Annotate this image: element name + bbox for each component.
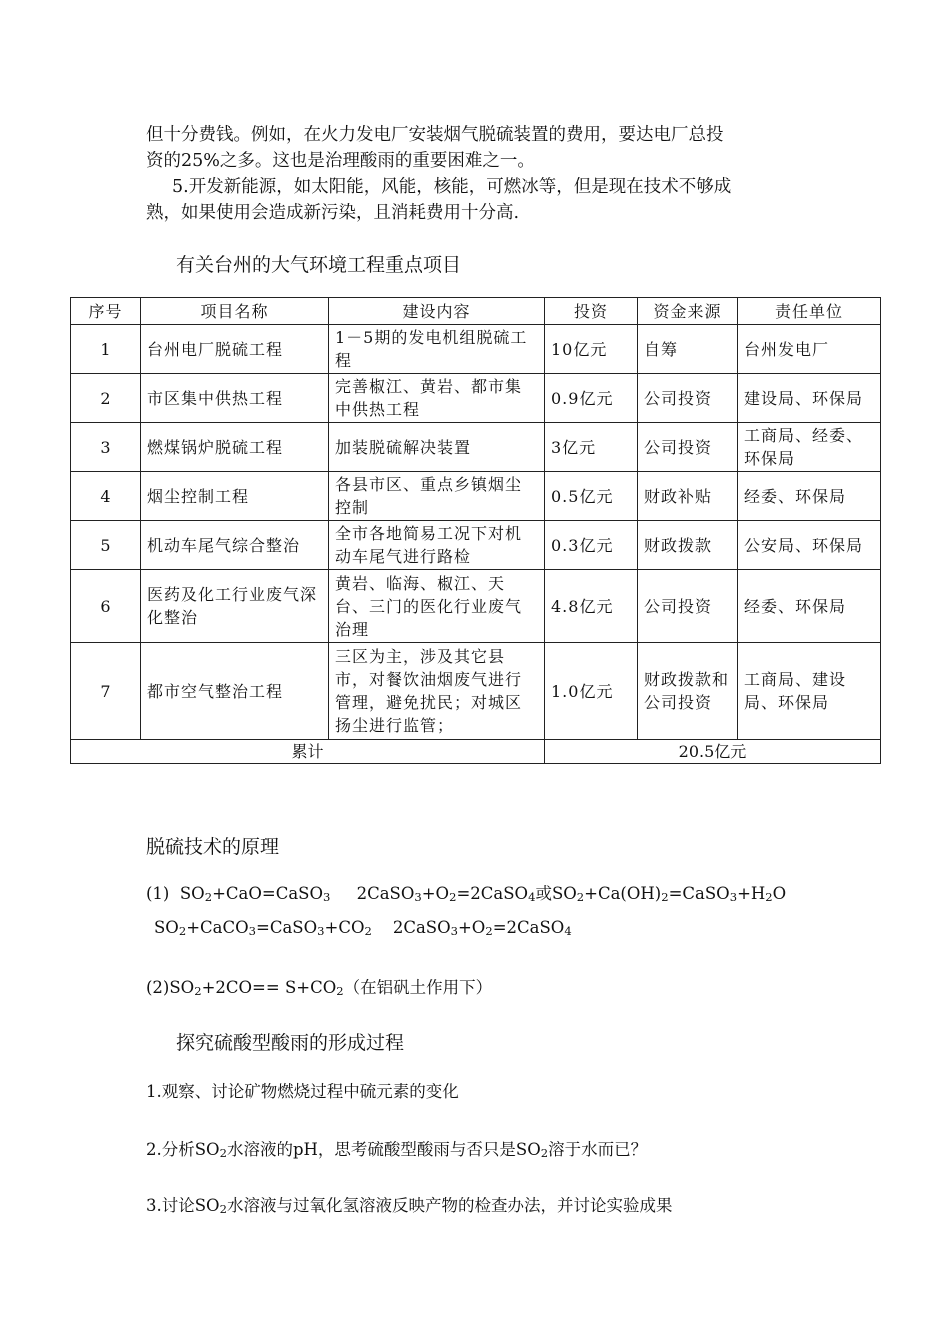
cell-investment: 0.3亿元 [545,521,638,570]
table-row [71,643,881,740]
equation-line-3: $(2)SO_2+2CO== S+CO_2$（在铝矾土作用下） [146,978,493,998]
header-cell: 投资 [545,298,638,325]
cell-funding: 公司投资 [638,374,738,423]
cell-investment: 1.0亿元 [545,643,638,740]
cell-index: 7 [71,643,141,740]
cell-index: 1 [71,325,141,374]
cell-content: 全市各地简易工况下对机动车尾气进行路检 [329,521,545,570]
cell-content: 各县市区、重点乡镇烟尘控制 [329,472,545,521]
cell-unit: 经委、环保局 [738,570,881,643]
table-row [71,521,881,570]
cell-project-name: 医药及化工行业废气深化整治 [141,570,329,643]
cell-index: 5 [71,521,141,570]
cell-content: 黄岩、临海、椒江、天台、三门的医化行业废气治理 [329,570,545,643]
explore-item-1: 1.观察、讨论矿物燃烧过程中硫元素的变化 [146,1082,459,1101]
cell-unit: 工商局、建设局、环保局 [738,643,881,740]
equation-note: （在铝矾土作用下） [343,978,493,997]
cell-index: 4 [71,472,141,521]
equation-prefix: (1) [146,884,170,903]
explore-title: 探究硫酸型酸雨的形成过程 [176,1032,405,1054]
table-row [71,325,881,374]
cell-content: 三区为主，涉及其它县市，对餐饮油烟废气进行管理，避免扰民；对城区扬尘进行监管； [329,643,545,740]
intro-line-3: 5.开发新能源，如太阳能，风能，核能，可燃冰等，但是现在技术不够成 [172,177,732,197]
table-row [71,423,881,472]
table-total-row [71,740,881,764]
total-label: 累计 [71,740,545,764]
table-title: 有关台州的大气环境工程重点项目 [176,254,462,276]
cell-funding: 财政拨款 [638,521,738,570]
header-cell: 项目名称 [141,298,329,325]
explore-item-2-part-c: 溶于水而已？ [548,1140,648,1159]
equation-prefix: (2) [146,978,170,997]
table-row [71,570,881,643]
explore-item-3: 3.讨论$SO_2$水溶液与过氧化氢溶液反映产物的检查办法，并讨论实验成果 [146,1196,673,1216]
cell-project-name: 燃煤锅炉脱硫工程 [141,423,329,472]
cell-content: 1－5期的发电机组脱硫工程 [329,325,545,374]
cell-investment: 4.8亿元 [545,570,638,643]
header-cell: 序号 [71,298,141,325]
cell-project-name: 机动车尾气综合整治 [141,521,329,570]
table-header-row [71,298,881,325]
header-cell: 资金来源 [638,298,738,325]
cell-unit: 经委、环保局 [738,472,881,521]
explore-item-2-part-a: 2.分析SO [146,1140,220,1159]
cell-content: 加装脱硫解决装置 [329,423,545,472]
cell-content: 完善椒江、黄岩、都市集中供热工程 [329,374,545,423]
cell-index: 2 [71,374,141,423]
header-cell: 建设内容 [329,298,545,325]
cell-project-name: 都市空气整治工程 [141,643,329,740]
projects-table [70,297,881,764]
cell-investment: 10亿元 [545,325,638,374]
explore-item-2-part-b: 水溶液的pH，思考硫酸型酸雨与否只是SO [226,1140,541,1159]
intro-line-2: 资的25%之多。这也是治理酸雨的重要困难之一。 [146,151,535,171]
cell-investment: 0.5亿元 [545,472,638,521]
explore-item-3-part-b: 水溶液与过氧化氢溶液反映产物的检查办法，并讨论实验成果 [226,1196,673,1215]
intro-line-1: 但十分费钱。例如，在火力发电厂安装烟气脱硫装置的费用，要达电厂总投 [146,125,724,145]
cell-index: 3 [71,423,141,472]
cell-unit: 建设局、环保局 [738,374,881,423]
cell-project-name: 台州电厂脱硫工程 [141,325,329,374]
desulfur-title: 脱硫技术的原理 [146,836,280,858]
table-row [71,374,881,423]
explore-item-2: 2.分析$SO_2$水溶液的pH，思考硫酸型酸雨与否只是$SO_2$溶于水而已？ [146,1140,648,1160]
table-row [71,472,881,521]
intro-line-4: 熟，如果使用会造成新污染，且消耗费用十分高. [146,203,520,223]
cell-unit: 工商局、经委、环保局 [738,423,881,472]
cell-investment: 0.9亿元 [545,374,638,423]
cell-funding: 财政补贴 [638,472,738,521]
cell-project-name: 市区集中供热工程 [141,374,329,423]
cell-funding: 财政拨款和公司投资 [638,643,738,740]
cell-investment: 3亿元 [545,423,638,472]
explore-item-3-part-a: 3.讨论SO [146,1196,220,1215]
equation-line-2: $SO_2+CaCO_3=CaSO_3+CO_2$ $2CaSO_3+O_2=2CaSO_4$ [154,918,572,938]
header-cell: 责任单位 [738,298,881,325]
total-value: 20.5亿元 [545,740,881,764]
cell-funding: 公司投资 [638,423,738,472]
cell-unit: 台州发电厂 [738,325,881,374]
cell-funding: 公司投资 [638,570,738,643]
cell-project-name: 烟尘控制工程 [141,472,329,521]
equation-line-1: (1) $SO_2+CaO=CaSO_3$ $2CaSO_3+O_2=2CaSO_4$或$SO_2+Ca(OH)_2=CaSO_3+H_2O$ [146,884,787,904]
cell-index: 6 [71,570,141,643]
cell-unit: 公安局、环保局 [738,521,881,570]
cell-funding: 自筹 [638,325,738,374]
